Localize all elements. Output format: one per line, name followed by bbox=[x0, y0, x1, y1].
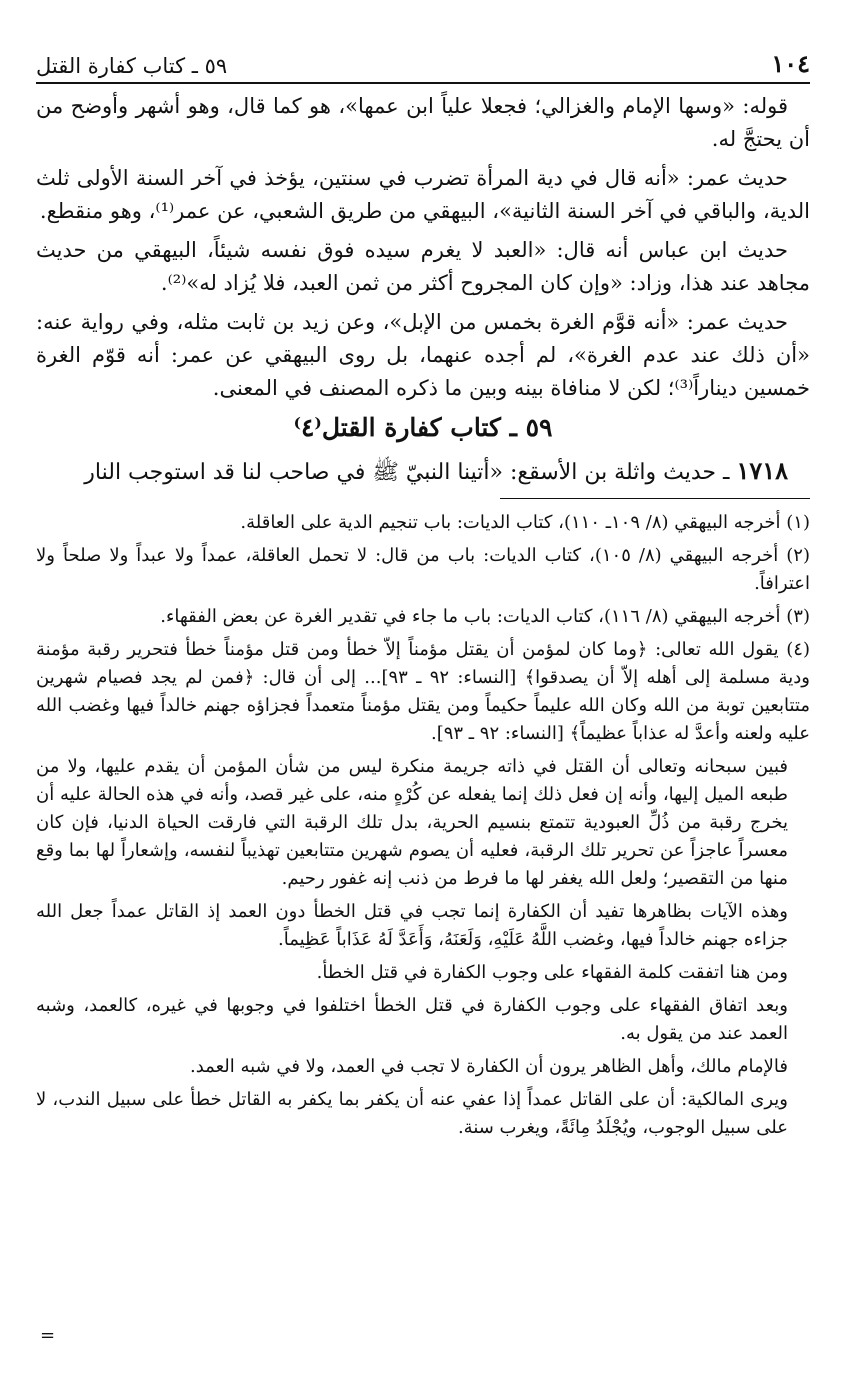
main-text bbox=[36, 90, 810, 490]
footnote: (٣) أخرجه البيهقي (٨/ ١١٦)، كتاب الديات: باب ما جاء في تقدير الغرة عن بعض الفقهاء. bbox=[160, 606, 810, 627]
running-title: ٥٩ ـ كتاب كفارة القتل bbox=[36, 54, 228, 78]
hadith-text: ـ حديث واثلة بن الأسقع: «أتينا النبيّ ﷺ في صاحب لنا قد استوجب النار bbox=[84, 460, 730, 485]
header-rule bbox=[36, 82, 810, 84]
continuation-mark: = bbox=[40, 1325, 56, 1346]
footnote-separator bbox=[500, 498, 810, 499]
footnote: (٤) يقول الله تعالى: ﴿وما كان لمؤمن أن يقتل مؤمناً إلاّ خطأ ومن قتل مؤمناً خطأ فتحرير رقبة مؤمنة ودية مسلمة إلى أهله إلاّ أن يصدقوا﴾ [النساء: ٩٢ ـ ٩٣]... إلى أن قال: ﴿فمن لم يجد فصيام شهرين متتابعين توبة من الله وكان الله عليماً حكيماً ومن يقتل مؤمناً متعمداً فجزاؤه جهنم خالداً فيها وغضب الله عليه ولعنه وأعدَّ له عذاباً عظيماً﴾ [النساء: ٩٢ ـ ٩٣]. bbox=[36, 639, 810, 744]
paragraph: حديث عمر: «أنه قوَّم الغرة بخمس من الإبل»، وعن زيد بن ثابت مثله، وفي رواية عنه: «أن ذلك عند عدم الغرة»، لم أجده عنهما، بل روى البيهقي عن عمر: أنه قوّم الغرة خمسين ديناراً⁽³⁾؛ لكن لا منافاة بينه وبين ما ذكره المصنف في المعنى. bbox=[36, 310, 810, 400]
book-page bbox=[36, 44, 810, 1354]
footnote: (١) أخرجه البيهقي (٨/ ١٠٩ـ ١١٠)، كتاب الديات: باب تنجيم الدية على العاقلة. bbox=[240, 512, 810, 533]
footnote-continuation: فالإمام مالك، وأهل الظاهر يرون أن الكفارة لا تجب في العمد، ولا في شبه العمد. bbox=[190, 1056, 788, 1077]
page-number: ١٠٤ bbox=[771, 49, 810, 78]
paragraph: حديث عمر: «أنه قال في دية المرأة تضرب في سنتين، يؤخذ في آخر السنة الأولى ثلث الدية، والباقي في آخر السنة الثانية»، البيهقي من طريق الشعبي، عن عمر⁽¹⁾، وهو منقطع. bbox=[36, 166, 810, 223]
paragraph: حديث ابن عباس أنه قال: «العبد لا يغرم سيده فوق نفسه شيئاً، البيهقي من حديث مجاهد عند هذا، وزاد: «وإن كان المجروح أكثر من ثمن العبد، فلا يُزاد له»⁽²⁾. bbox=[36, 238, 810, 295]
footnotes bbox=[36, 509, 810, 1142]
footnote: (٢) أخرجه البيهقي (٨/ ١٠٥)، كتاب الديات: باب من قال: لا تحمل العاقلة، عمداً ولا عبداً ولا صلحاً ولا اعترافاً. bbox=[36, 545, 810, 594]
paragraph: قوله: «وسها الإمام والغزالي؛ فجعلا علياً ابن عمها»، هو كما قال، وهو أشهر وأوضح من أن يحتجَّ له. bbox=[36, 94, 810, 151]
hadith-entry bbox=[36, 454, 810, 490]
footnote-continuation: وبعد اتفاق الفقهاء على وجوب الكفارة في قتل الخطأ اختلفوا في وجوبها في غيره، كالعمد، وشبه العمد عند من يقول به. bbox=[36, 995, 788, 1044]
footnote-continuation: وهذه الآيات بظاهرها تفيد أن الكفارة إنما تجب في قتل الخطأ دون العمد إذ القاتل عمداً جعل الله جزاءه جهنم خالداً فيها، وغضب اللَّهُ عَلَيْهِ، وَلَعَنَهُ، وَأَعَدَّ لَهُ عَذَاباً عَظِيماً. bbox=[36, 901, 788, 950]
page-header bbox=[36, 44, 810, 78]
chapter-title: ٥٩ ـ كتاب كفارة القتل⁽٤⁾ bbox=[293, 413, 553, 442]
footnote-continuation: ومن هنا اتفقت كلمة الفقهاء على وجوب الكفارة في قتل الخطأ. bbox=[316, 962, 788, 983]
footnote-continuation: فبين سبحانه وتعالى أن القتل في ذاته جريمة منكرة ليس من شأن المؤمن أن يقدم عليها، ولا من طبعه الميل إليها، وأنه إن فعل ذلك إنما يفعله عن كُرْهٍ منه، على غير قصد، وأنه في هذه الحالة عليه أن يخرج رقبة من ذُلِّ العبودية تتمتع بنسيم الحرية، بدل تلك الرقبة التي فارقت الحياة الدنيا، فإن كان معسراً عاجزاً عن تحرير تلك الرقبة، فعليه أن يصوم شهرين متتابعين تهذيباً لنفسه، وإشعاراً لها بما وقع منها من التقصير؛ ولعل الله يغفر لها ما فرط من ذنب إنه غفور رحيم. bbox=[36, 756, 788, 889]
footnote-continuation: ويرى المالكية: أن على القاتل عمداً إذا عفي عنه أن يكفر بما يكفر به القاتل خطأ على سبيل الندب، لا على سبيل الوجوب، ويُجْلَدُ مِائَةً، ويغرب سنة. bbox=[36, 1089, 788, 1138]
hadith-number: ١٧١٨ bbox=[736, 456, 788, 485]
